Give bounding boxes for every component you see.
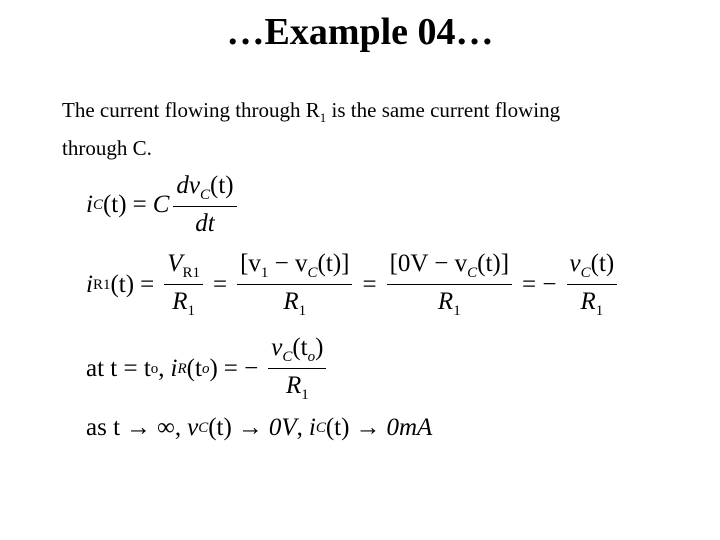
eq-operator: = (362, 271, 377, 298)
eq-subscript: C (307, 265, 318, 281)
eq-fraction (387, 250, 512, 320)
eq-symbol: i (170, 355, 178, 382)
eq-arg: (t) (325, 414, 350, 441)
eq-fraction (268, 334, 326, 404)
eq-subscript: R1 (92, 276, 111, 293)
eq-subscript: R (177, 360, 187, 377)
eq-denominator: dt (195, 210, 215, 237)
intro-text-part: through C. (62, 136, 152, 161)
eq-symbol: i (86, 191, 93, 218)
eq-symbol: ∞, (157, 414, 182, 441)
eq-subscript: C (282, 349, 293, 365)
eq-subscript: o (307, 349, 316, 365)
eq-arg: (t)] (477, 250, 510, 277)
equation-as-t-infinity (86, 414, 432, 442)
eq-denominator: R (580, 288, 596, 315)
equation-capacitor-current (86, 172, 241, 238)
eq-arg: (t (292, 334, 308, 361)
eq-operator: = (212, 271, 228, 298)
intro-text-part: is the same current flowing (326, 98, 561, 122)
eq-operator: = − (223, 355, 259, 382)
eq-arg: (t) (210, 172, 234, 199)
eq-arg: (t) (208, 414, 232, 441)
eq-symbol: v (187, 414, 199, 441)
right-arrow-icon: → (355, 414, 381, 441)
equation-resistor-current (86, 250, 621, 320)
eq-subscript: 1 (260, 265, 269, 281)
eq-fraction (567, 250, 618, 320)
eq-operator: = (140, 271, 155, 298)
eq-value: 0mA (386, 414, 433, 441)
eq-arg: (t) (590, 250, 615, 277)
eq-subscript: C (467, 265, 478, 281)
eq-subscript: o (201, 360, 210, 377)
equation-at-t0 (86, 334, 330, 404)
eq-numerator: [v (240, 250, 261, 277)
eq-operator: = − (522, 271, 557, 298)
eq-subscript: 1 (453, 303, 461, 319)
eq-subscript: 1 (187, 303, 195, 319)
eq-numerator: − v (268, 250, 308, 277)
eq-subscript: o (150, 360, 159, 377)
intro-text (62, 95, 662, 163)
eq-text: at t = t (86, 355, 151, 382)
eq-arg: (t) (102, 191, 127, 218)
eq-numerator: v (569, 250, 581, 277)
eq-numerator: [0V − v (389, 250, 468, 277)
eq-arg: (t)] (317, 250, 350, 277)
eq-subscript: C (198, 419, 209, 436)
eq-denominator: R (172, 288, 188, 315)
eq-value: 0V (268, 414, 297, 441)
eq-denominator: R (285, 372, 302, 399)
eq-text: , (158, 355, 165, 382)
eq-fraction (164, 250, 203, 320)
eq-arg: (t) (110, 271, 135, 298)
right-arrow-icon: → (126, 414, 152, 441)
eq-numerator: dv (176, 172, 200, 199)
eq-subscript: 1 (301, 387, 309, 403)
eq-subscript: C (199, 187, 210, 203)
eq-denominator: R (437, 288, 454, 315)
eq-symbol: i (308, 414, 316, 441)
eq-denominator: R (283, 288, 299, 315)
intro-text-part: The current flowing through R (62, 98, 320, 122)
eq-numerator: V (167, 250, 183, 277)
eq-subscript: C (315, 419, 326, 436)
eq-fraction (173, 172, 236, 238)
eq-subscript: R1 (182, 265, 200, 281)
intro-subscript: 1 (319, 110, 327, 126)
eq-fraction (237, 250, 352, 320)
right-arrow-icon: → (237, 414, 263, 441)
eq-subscript: C (580, 265, 591, 281)
eq-arg: (t (186, 355, 202, 382)
eq-arg: ) (209, 355, 218, 382)
eq-arg: ) (315, 334, 324, 361)
eq-symbol: i (86, 271, 93, 298)
eq-text: as t (86, 414, 121, 441)
eq-symbol: C (152, 191, 170, 218)
eq-subscript: 1 (298, 303, 307, 319)
slide-title: …Example 04… (226, 11, 494, 53)
eq-subscript: C (92, 196, 103, 213)
eq-operator: = (132, 191, 147, 218)
eq-numerator: v (271, 334, 283, 361)
eq-text: , (296, 414, 303, 441)
eq-subscript: 1 (595, 303, 604, 319)
